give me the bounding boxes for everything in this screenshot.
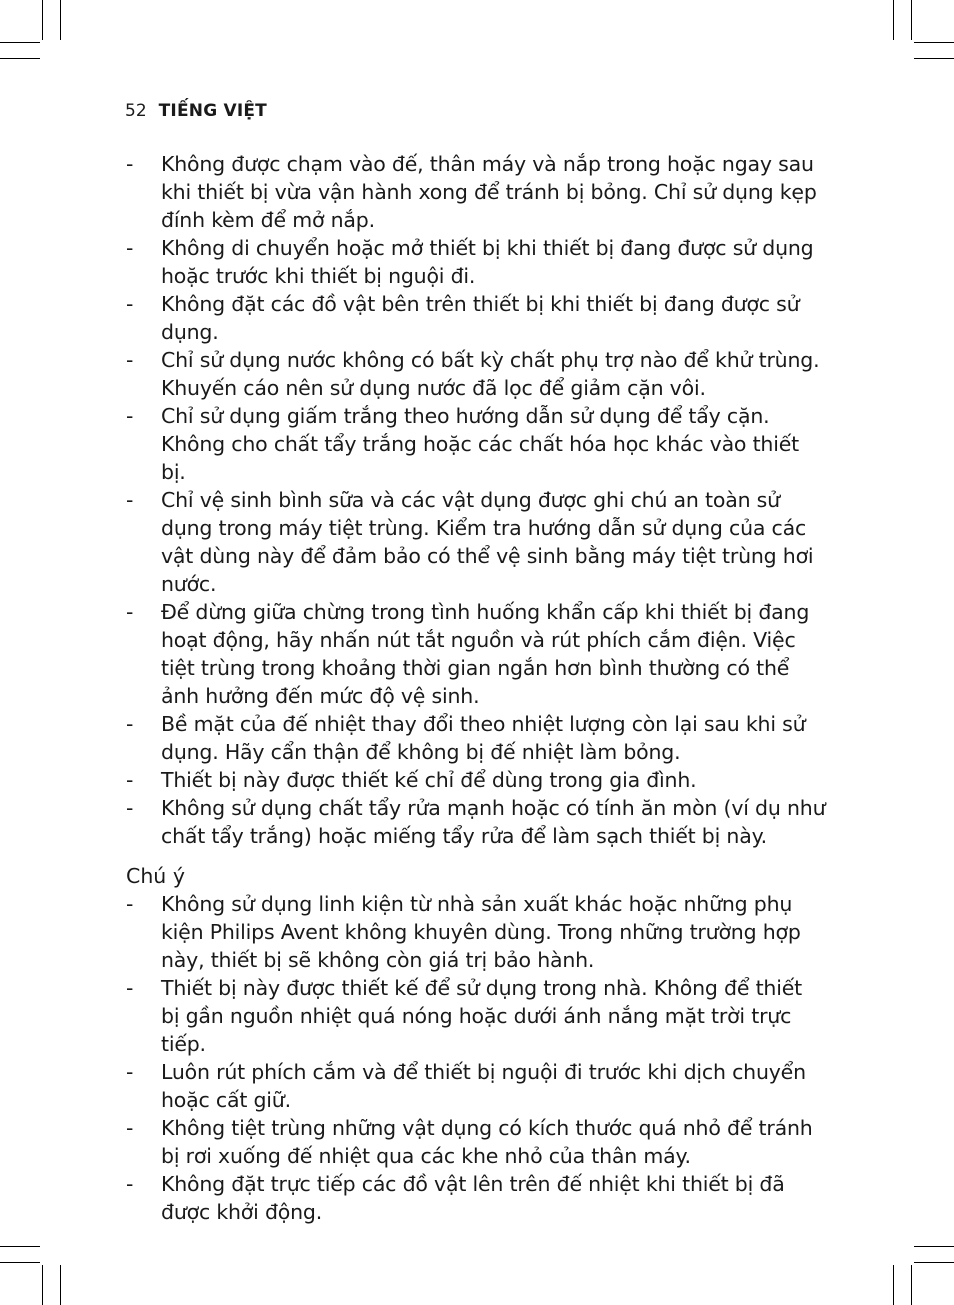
caution-item-text: Luôn rút phích cắm và để thiết bị nguội đi trước khi dịch chuyển hoặc cất giữ. — [161, 1060, 806, 1112]
warning-item-text: Không được chạm vào đế, thân máy và nắp trong hoặc ngay sau khi thiết bị vừa vận hành xong để tránh bị bỏng. Chỉ sử dụng kẹp đính kèm để mở nắp. — [161, 152, 817, 232]
crop-mark-top-left-h2 — [0, 58, 40, 59]
bullet-dash: - — [126, 712, 134, 736]
bullet-dash: - — [126, 976, 134, 1000]
caution-item — [126, 1114, 826, 1170]
bullet-dash: - — [126, 796, 134, 820]
crop-mark-bottom-right-h — [914, 1246, 954, 1247]
warning-item-text: Không đặt các đồ vật bên trên thiết bị khi thiết bị đang được sử dụng. — [161, 292, 800, 344]
bullet-dash: - — [126, 404, 134, 428]
warning-item-text: Chỉ sử dụng giấm trắng theo hướng dẫn sử dụng để tẩy cặn. Không cho chất tẩy trắng hoặc các chất hóa học khác vào thiết bị. — [161, 404, 799, 484]
crop-mark-top-left-v2 — [60, 0, 61, 40]
bullet-dash: - — [126, 1116, 134, 1140]
crop-mark-bottom-left-h2 — [0, 1262, 40, 1263]
caution-item-text: Không đặt trực tiếp các đồ vật lên trên đế nhiệt khi thiết bị đã được khởi động. — [161, 1172, 785, 1224]
warning-item — [126, 486, 826, 598]
warning-item — [126, 402, 826, 486]
bullet-dash: - — [126, 892, 134, 916]
bullet-dash: - — [126, 348, 134, 372]
caution-item-text: Không tiệt trùng những vật dụng có kích thước quá nhỏ để tránh bị rơi xuống đế nhiệt qua các khe nhỏ của thân máy. — [161, 1116, 813, 1168]
crop-mark-top-left-v1 — [42, 0, 43, 40]
crop-mark-bottom-right-h2 — [914, 1262, 954, 1263]
crop-mark-top-left-h — [0, 42, 40, 43]
crop-mark-top-right-h — [914, 42, 954, 43]
bullet-dash: - — [126, 488, 134, 512]
warning-item — [126, 794, 826, 850]
crop-mark-top-right-v2 — [911, 0, 912, 40]
language-title: TIẾNG VIỆT — [158, 101, 267, 121]
warning-item — [126, 710, 826, 766]
warning-item — [126, 290, 826, 346]
bullet-dash: - — [126, 1060, 134, 1084]
crop-mark-bottom-left-v2 — [60, 1265, 61, 1305]
warnings-list — [126, 150, 826, 850]
bullet-dash: - — [126, 600, 134, 624]
warning-item-text: Không di chuyển hoặc mở thiết bị khi thiết bị đang được sử dụng hoặc trước khi thiết bị nguội đi. — [161, 236, 814, 288]
caution-item-text: Không sử dụng linh kiện từ nhà sản xuất khác hoặc những phụ kiện Philips Avent không khuyên dùng. Trong những trường hợp này, thiết bị sẽ không còn giá trị bảo hành. — [161, 892, 801, 972]
crop-mark-bottom-right-v1 — [893, 1265, 894, 1305]
bullet-dash: - — [126, 236, 134, 260]
warning-item-text: Chỉ vệ sinh bình sữa và các vật dụng được ghi chú an toàn sử dụng trong máy tiệt trùng. Kiểm tra hướng dẫn sử dụng của các vật dùng này để đảm bảo có thể vệ sinh bằng máy tiệt trùng hơi nước. — [161, 488, 814, 596]
crop-mark-top-right-h2 — [914, 58, 954, 59]
warning-item — [126, 234, 826, 290]
warning-item-text: Chỉ sử dụng nước không có bất kỳ chất phụ trợ nào để khử trùng. Khuyến cáo nên sử dụng nước đã lọc để giảm cặn vôi. — [161, 348, 820, 400]
bullet-dash: - — [126, 768, 134, 792]
crop-mark-top-right-v1 — [893, 0, 894, 40]
bullet-dash: - — [126, 292, 134, 316]
warning-item-text: Để dừng giữa chừng trong tình huống khẩn cấp khi thiết bị đang hoạt động, hãy nhấn nút tắt nguồn và rút phích cắm điện. Việc tiệt trùng trong khoảng thời gian ngắn hơn bình thường có thể ảnh hưởng đến mức độ vệ sinh. — [161, 600, 810, 708]
warning-item — [126, 346, 826, 402]
caution-title: Chú ý — [126, 864, 185, 888]
caution-item — [126, 1058, 826, 1114]
caution-item — [126, 890, 826, 974]
caution-item-text: Thiết bị này được thiết kế để sử dụng trong nhà. Không để thiết bị gần nguồn nhiệt quá nóng hoặc dưới ánh nắng mặt trời trực tiếp. — [161, 976, 802, 1056]
warning-item-text: Không sử dụng chất tẩy rửa mạnh hoặc có tính ăn mòn (ví dụ như chất tẩy trắng) hoặc miếng tẩy rửa để làm sạch thiết bị này. — [161, 796, 826, 848]
warning-item — [126, 150, 826, 234]
warning-item-text: Bề mặt của đế nhiệt thay đổi theo nhiệt lượng còn lại sau khi sử dụng. Hãy cẩn thận để không bị đế nhiệt làm bỏng. — [161, 712, 806, 764]
warning-item-text: Thiết bị này được thiết kế chỉ để dùng trong gia đình. — [161, 768, 697, 792]
caution-list — [126, 890, 826, 1226]
crop-mark-bottom-left-h — [0, 1246, 40, 1247]
warning-item — [126, 766, 826, 794]
page-header — [125, 100, 267, 122]
page-content — [126, 150, 826, 1226]
page-number: 52 — [125, 101, 147, 121]
warning-item — [126, 598, 826, 710]
bullet-dash: - — [126, 1172, 134, 1196]
caution-item — [126, 1170, 826, 1226]
caution-item — [126, 974, 826, 1058]
crop-mark-bottom-right-v2 — [911, 1265, 912, 1305]
crop-mark-bottom-left-v1 — [42, 1265, 43, 1305]
bullet-dash: - — [126, 152, 134, 176]
